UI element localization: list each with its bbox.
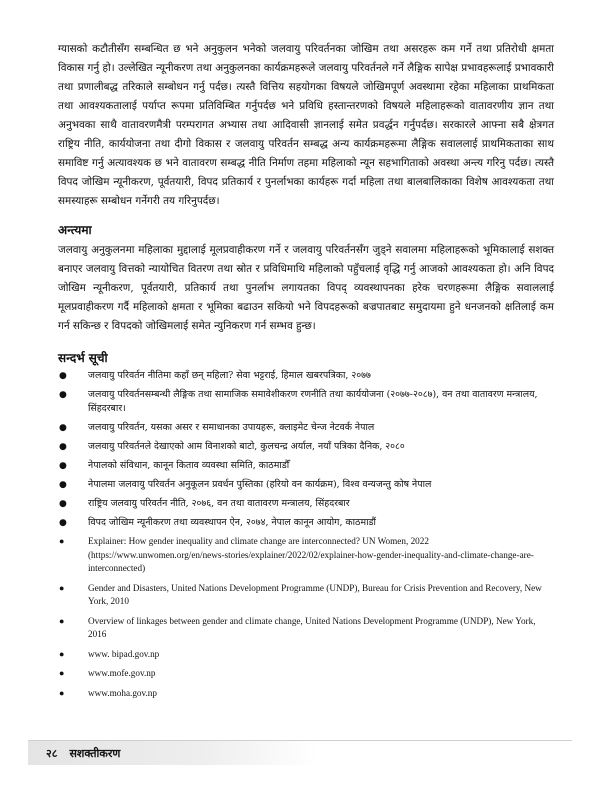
reference-text: Gender and Disasters, United Nations Development Programme (UNDP), Bureau for Crisis Prevention and Recovery, New York, 2010 xyxy=(88,582,542,606)
reference-item xyxy=(59,582,554,609)
bullet-icon: ● xyxy=(59,648,65,659)
bullet-icon: ● xyxy=(59,536,65,546)
bullet-icon: ● xyxy=(59,371,67,381)
reference-text: www. bipad.gov.np xyxy=(88,648,160,659)
bullet-icon: ● xyxy=(59,615,65,626)
reference-text: राष्ट्रिय जलवायु परिवर्तन नीति, २०७६, वन तथा वातावरण मन्त्रालय, सिंहदरबार xyxy=(88,498,350,509)
reference-text: Overview of linkages between gender and climate change, United Nations Development Programme (UNDP), New York, 2016 xyxy=(88,615,536,639)
bullet-icon: ● xyxy=(59,518,67,528)
bullet-icon: ● xyxy=(59,668,65,678)
reference-item xyxy=(59,516,554,530)
reference-item xyxy=(59,459,554,473)
page-footer xyxy=(28,740,572,764)
reference-item xyxy=(59,388,554,416)
bullet-icon: ● xyxy=(59,480,67,490)
bullet-icon: ● xyxy=(59,582,65,593)
bullet-icon: ● xyxy=(59,442,67,452)
references-heading: सन्दर्भ सूची xyxy=(58,351,108,365)
bullet-icon: ● xyxy=(59,499,67,509)
reference-item xyxy=(59,667,554,681)
reference-text: जलवायु परिवर्तन, यसका असर र समाधानका उपायहरू, क्लाइमेट चेन्ज नेटवर्क नेपाल xyxy=(88,422,375,433)
bullet-icon: ● xyxy=(59,687,65,698)
page-number: २८ xyxy=(46,746,58,760)
reference-text: जलवायु परिवर्तन नीतिमा कहाँ छन् महिला? सेवा भट्टराई, हिमाल खबरपत्रिका, २०७७ xyxy=(88,370,371,381)
reference-text: नेपालको संविधान, कानून किताव व्यवस्था समिति, काठमाडौँ xyxy=(88,460,290,471)
reference-item xyxy=(59,615,554,642)
reference-text: www.moha.gov.np xyxy=(88,687,157,698)
body-paragraph-1: ग्यासको कटौतीसँग सम्बन्धित छ भने अनुकुलन भनेको जलवायु परिवर्तनका जोखिम तथा असरहरू कम गर्ने तथा प्रतिरोधी क्षमता विकास गर्नु हो। उल्लेखित न्यूनीकरण तथा अनुकुलनका कार्यक्रमहरूले जलवायु परिवर्तनले गर्ने लैङ्गिक सापेक्ष प्रभावहरूलाई प्रभावकारी तथा प्रणालीबद्ध तरिकाले सम्बोधन गर्नु पर्दछ। त्यस्तै वित्तिय सहयोगका विषयले जोखिमपूर्ण अवस्थामा रहेका महिलाका प्राथमिकता तथा आवश्यकतालाई पर्याप्त रूपमा प्रतिविम्बित गर्नुपर्दछ भने प्रविधि हस्तान्तरणको विषयले महिलाहरूको वातावरणीय ज्ञान तथा अनुभवका साथै वातावरणमैत्री परम्परागत अभ्यास तथा आदिवासी ज्ञानलाई समेत प्रवर्द्धन गर्नुपर्दछ। सरकारले आफ्ना सबै क्षेत्रगत राष्ट्रिय नीति, कार्ययोजना तथा दीगो विकास र जलवायु परिवर्तन सम्बद्ध अन्य कार्यक्रमहरूमा लैङ्गिक सवाललाई प्राथमिकताका साथ समाविष्ट गर्नु अत्यावश्यक छ भने वातावरण सम्बद्ध नीति निर्माण तहमा महिलाको न्यून सहभागिताको अवस्था अन्त्य गरिनु पर्दछ। त्यस्तै विपद जोखिम न्यूनीकरण, पूर्वतयारी, विपद प्रतिकार्य र पुनर्लाभका कार्यहरू गर्दा महिला तथा बालबालिकाका विशेष आवश्यकता तथा समस्याहरू सम्बोधन गर्नेगरी तय गरिनुपर्दछ। xyxy=(58,43,554,207)
reference-text: Explainer: How gender inequality and climate change are interconnected? UN Women, 2022 (https://www.unwomen.org/en/news-stories/explainer/2022/02/explainer-how-gender-inequality-and-climate-change-are-interconnected) xyxy=(88,536,534,573)
page-content xyxy=(58,40,554,706)
reference-text: नेपालमा जलवायु परिवर्तन अनुकूलन प्रवर्धन पुस्तिका (हरियो वन कार्यक्रम), विश्व वन्यजन्तु कोष नेपाल xyxy=(88,479,432,490)
reference-item xyxy=(59,687,554,701)
bullet-icon: ● xyxy=(59,423,67,433)
reference-text: www.mofe.gov.np xyxy=(88,668,156,678)
reference-text: जलवायु परिवर्तनसम्बन्धी लैङ्गिक तथा सामाजिक समावेशीकरण रणनीति तथा कार्ययोजना (२०७७-२०८७), वन तथा वातावरण मन्त्रालय, सिंहदरबार। xyxy=(88,389,538,414)
reference-item xyxy=(59,535,554,576)
reference-item xyxy=(59,648,554,662)
reference-item xyxy=(59,440,554,454)
reference-item xyxy=(59,478,554,492)
bullet-icon: ● xyxy=(59,390,67,400)
publication-name: सशक्तीकरण xyxy=(69,746,121,760)
conclusion-heading: अन्त्यमा xyxy=(58,223,92,237)
body-paragraph-2: जलवायु अनुकुलनमा महिलाका मुद्दालाई मूलप्रवाहीकरण गर्ने र जलवायु परिवर्तनसँग जुड्ने सवालमा महिलाहरूको भूमिकालाई सशक्त बनाएर जलवायु वित्तको न्यायोचित वितरण तथा स्रोत र प्रविधिमाथि महिलाको पहुँचलाई वृद्धि गर्नु आजको आवश्यकता हो। अनि विपद जोखिम न्यूनीकरण, पूर्वतयारी, प्रतिकार्य तथा पुनर्लाभ लगायतका विपद् व्यवस्थापनका हरेक चरणहरूमा लैङ्गिक सवाललाई मूलप्रवाहीकरण गर्दै महिलाको क्षमता र भूमिका बढाउन सकियो भने विपदहरूको बज्रपातबाट समुदायमा हुने धनजनको क्षतिलाई कम गर्न सकिन्छ र विपदको जोखिमलाई समेत न्युनिकरण गर्न सम्भव हुन्छ। xyxy=(58,244,555,332)
reference-item xyxy=(59,497,554,511)
footer-band xyxy=(28,741,318,765)
reference-item xyxy=(59,369,554,383)
reference-text: जलवायु परिवर्तनले देखाएको आम विनाशको बाटो, कुलचन्द्र अर्याल, नयाँ पत्रिका दैनिक, २०८० xyxy=(88,441,405,452)
reference-item xyxy=(59,421,554,435)
references-list xyxy=(58,369,554,700)
reference-text: विपद जोखिम न्यूनीकरण तथा व्यवस्थापन ऐन, २०७४, नेपाल कानून आयोग, काठमाडौं xyxy=(88,517,376,528)
bullet-icon: ● xyxy=(59,461,67,471)
